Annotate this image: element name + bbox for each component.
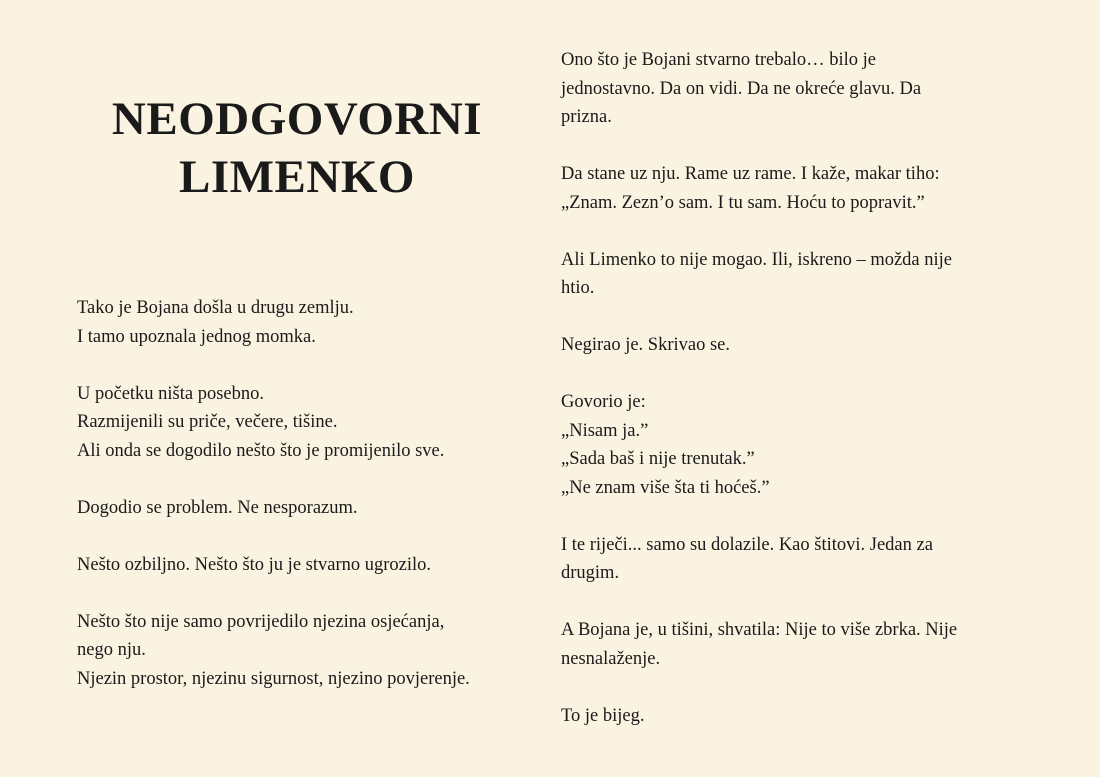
- text-line: „Sada baš i nije trenutak.”: [561, 449, 755, 469]
- paragraph: [561, 702, 1031, 731]
- text-line: I tamo upoznala jednog momka.: [77, 326, 316, 347]
- text-line: Ali Limenko to nije mogao. Ili, iskreno – možda nije: [561, 249, 952, 270]
- left-body-text: [77, 294, 547, 722]
- text-line: Tako je Bojana došla u drugu zemlju.: [77, 298, 354, 318]
- paragraph: [77, 380, 547, 466]
- text-line: nesnalaženje.: [561, 648, 661, 669]
- text-line: drugim.: [561, 563, 620, 583]
- text-line: prizna.: [561, 107, 612, 127]
- paragraph: [561, 616, 1031, 673]
- text-line: nego nju.: [77, 640, 146, 660]
- text-line: Negirao je. Skrivao se.: [561, 335, 731, 355]
- text-line: „Znam. Zezn’o sam. I tu sam. Hoću to popravit.”: [561, 192, 925, 213]
- text-line: Nešto što nije samo povrijedilo njezina osjećanja,: [77, 611, 445, 632]
- text-line: Da stane uz nju. Rame uz rame. I kaže, makar tiho:: [561, 164, 940, 184]
- text-line: Nešto ozbiljno. Nešto što ju je stvarno ugrozilo.: [77, 554, 432, 575]
- text-line: Njezin prostor, njezinu sigurnost, njezino povjerenje.: [77, 668, 470, 689]
- text-line: U početku ništa posebno.: [77, 383, 265, 404]
- text-line: Ali onda se dogodilo nešto što je promijenilo sve.: [77, 440, 445, 461]
- text-line: „Nisam ja.”: [561, 420, 649, 441]
- text-line: Razmijenili su priče, večere, tišine.: [77, 412, 338, 432]
- paragraph: [77, 551, 547, 580]
- text-line: I te riječi... samo su dolazile. Kao štitovi. Jedan za: [561, 534, 933, 555]
- paragraph: [561, 160, 1031, 217]
- paragraph: [77, 494, 547, 523]
- text-line: To je bijeg.: [561, 705, 645, 726]
- paragraph: [77, 294, 547, 351]
- text-line: „Ne znam više šta ti hoćeš.”: [561, 477, 770, 498]
- story-title: [77, 90, 517, 206]
- text-line: Dogodio se problem. Ne nesporazum.: [77, 497, 358, 518]
- paragraph: [561, 246, 1031, 303]
- text-line: A Bojana je, u tišini, shvatila: Nije to više zbrka. Nije: [561, 620, 958, 640]
- paragraph: [561, 331, 1031, 360]
- paragraph: [561, 46, 1031, 132]
- right-column: [561, 46, 1031, 759]
- title-line: NEODGOVORNI: [111, 93, 483, 145]
- text-line: htio.: [561, 278, 595, 298]
- paragraph: [77, 608, 547, 694]
- paragraph: [561, 388, 1031, 502]
- paragraph: [561, 531, 1031, 588]
- text-line: jednostavno. Da on vidi. Da ne okreće glavu. Da: [561, 78, 922, 99]
- text-line: Ono što je Bojani stvarno trebalo… bilo je: [561, 50, 876, 70]
- title-line: LIMENKO: [179, 151, 415, 203]
- text-line: Govorio je:: [561, 392, 646, 412]
